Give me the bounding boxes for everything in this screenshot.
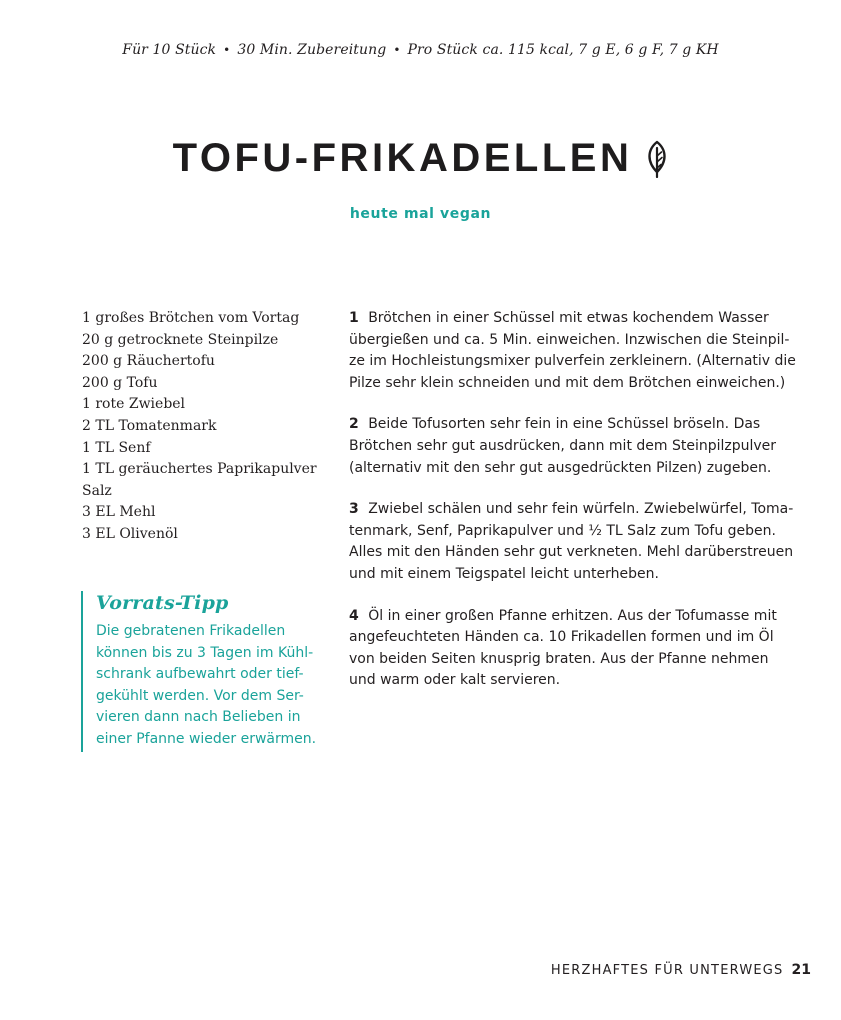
section-title: HERZHAFTES FÜR UNTERWEGS bbox=[550, 963, 784, 978]
step-text: Zwiebel schälen und sehr fein würfeln. Zwiebelwürfel, Toma- bbox=[368, 501, 794, 518]
step-text-line bbox=[349, 499, 794, 521]
page-number: 21 bbox=[791, 962, 811, 978]
tip-text-line: schrank aufbewahrt oder tief- bbox=[96, 666, 304, 683]
recipe-yield: Für 10 Stück bbox=[122, 42, 217, 58]
ingredient-item: 1 TL geräuchertes Paprikapulver bbox=[82, 461, 317, 478]
step-text-line bbox=[349, 414, 789, 436]
ingredient-item: 2 TL Tomatenmark bbox=[82, 417, 217, 434]
separator-dot: • bbox=[393, 43, 401, 57]
step-text-line: angefeuchteten Händen ca. 10 Frikadellen formen und im Öl bbox=[349, 629, 774, 646]
step-text-line: ze im Hochleistungsmixer pulverfein zerkleinern. (Alternativ die bbox=[349, 353, 796, 370]
ingredient-item: 200 g Tofu bbox=[82, 374, 158, 391]
step-text-line: tenmark, Senf, Paprikapulver und ½ TL Salz zum Tofu geben. bbox=[349, 522, 776, 539]
ingredient-item: 3 EL Olivenöl bbox=[82, 525, 178, 542]
step-text-line: übergießen und ca. 5 Min. einweichen. Inzwischen die Steinpil- bbox=[349, 331, 790, 348]
step-text-line: Alles mit den Händen sehr gut verkneten. Mehl darüberstreuen bbox=[349, 544, 794, 561]
leaf-icon bbox=[646, 140, 668, 178]
ingredient-item: Salz bbox=[82, 482, 112, 499]
ingredient-list bbox=[82, 308, 322, 546]
recipe-nutrition: Pro Stück ca. 115 kcal, 7 g E, 6 g F, 7 g KH bbox=[407, 42, 719, 58]
tip-heading: Vorrats-Tipp bbox=[96, 592, 229, 614]
tip-text-line: vieren dann nach Belieben in bbox=[96, 709, 301, 726]
step-text-line: Pilze sehr klein schneiden und mit dem Brötchen einweichen.) bbox=[349, 374, 786, 391]
ingredient-item: 1 großes Brötchen vom Vortag bbox=[82, 310, 300, 326]
tip-text-line: einer Pfanne wieder erwärmen. bbox=[96, 730, 317, 747]
storage-tip-box bbox=[81, 591, 326, 752]
ingredient-item: 20 g getrocknete Steinpilze bbox=[82, 331, 279, 348]
step-1 bbox=[349, 308, 796, 394]
page-footer bbox=[551, 962, 811, 978]
step-text-line: und mit einem Teigspatel leicht unterheben. bbox=[349, 565, 659, 582]
step-text: Brötchen in einer Schüssel mit etwas kochendem Wasser bbox=[368, 310, 769, 326]
recipe-meta bbox=[0, 42, 841, 58]
recipe-time: 30 Min. Zubereitung bbox=[237, 42, 387, 58]
tip-text-line: gekühlt werden. Vor dem Ser- bbox=[96, 687, 304, 704]
step-text-line bbox=[349, 606, 789, 628]
ingredient-item: 200 g Räuchertofu bbox=[82, 353, 215, 370]
recipe-title: TOFU-FRIKADELLEN bbox=[172, 136, 633, 180]
step-2 bbox=[349, 414, 789, 479]
separator-dot: • bbox=[223, 43, 231, 57]
ingredient-item: 3 EL Mehl bbox=[82, 504, 156, 521]
step-number: 4 bbox=[349, 607, 359, 624]
instruction-steps bbox=[349, 308, 796, 712]
step-text-line: Brötchen sehr gut ausdrücken, dann mit dem Steinpilzpulver bbox=[349, 437, 777, 454]
step-text: Öl in einer großen Pfanne erhitzen. Aus der Tofumasse mit bbox=[368, 607, 777, 624]
recipe-subtitle: heute mal vegan bbox=[349, 206, 492, 222]
step-4 bbox=[349, 606, 789, 692]
step-number: 1 bbox=[349, 310, 359, 326]
step-text-line: (alternativ mit den sehr gut ausgedrückten Pilzen) zugeben. bbox=[349, 459, 772, 476]
step-number: 2 bbox=[349, 416, 359, 433]
title-block bbox=[0, 136, 841, 181]
step-number: 3 bbox=[349, 501, 359, 518]
step-text: Beide Tofusorten sehr fein in eine Schüssel bröseln. Das bbox=[368, 416, 761, 433]
step-text-line bbox=[349, 308, 789, 330]
tip-text-line: Die gebratenen Frikadellen bbox=[96, 623, 286, 639]
step-text-line: und warm oder kalt servieren. bbox=[349, 672, 561, 689]
ingredient-item: 1 rote Zwiebel bbox=[82, 396, 186, 413]
step-text-line: von beiden Seiten knusprig braten. Aus der Pfanne nehmen bbox=[349, 650, 769, 667]
step-3 bbox=[349, 499, 794, 585]
ingredient-item: 1 TL Senf bbox=[82, 439, 151, 456]
tip-text-line: können bis zu 3 Tagen im Kühl- bbox=[96, 644, 314, 661]
